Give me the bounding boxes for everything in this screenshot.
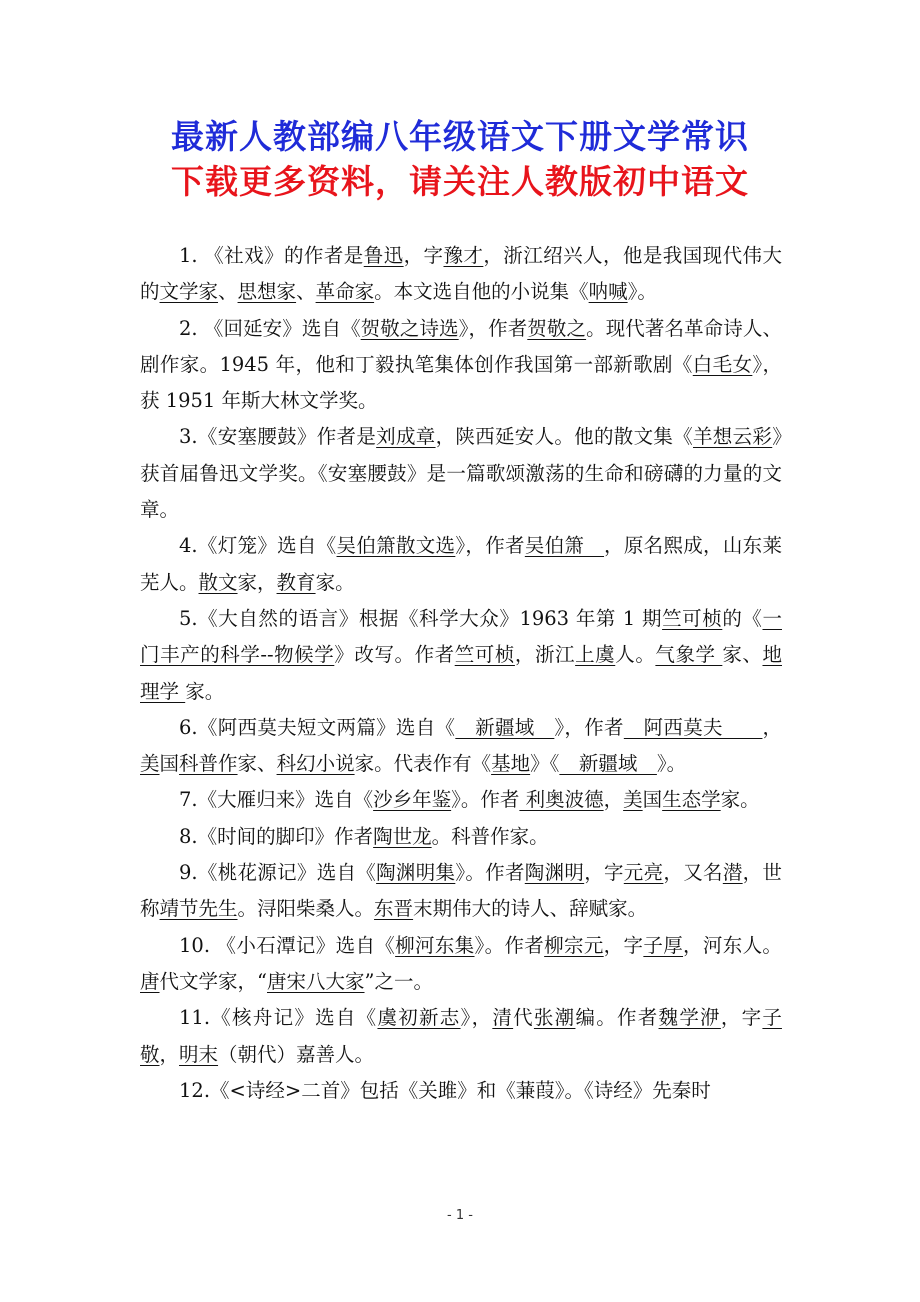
text-run: 》。作者 xyxy=(474,933,545,957)
underlined-answer: 张潮 xyxy=(533,1006,576,1030)
text-run: 家。 xyxy=(720,788,760,812)
underlined-answer: 利奥波德 xyxy=(519,788,604,812)
text-run: 。科普作家。 xyxy=(431,824,549,848)
underlined-answer: 虞初新志 xyxy=(377,1006,461,1030)
underlined-answer: 靖节先生 xyxy=(159,897,238,921)
underlined-answer: 科幻小说 xyxy=(276,752,355,776)
text-run: 10. 《小石潭记》选自《 xyxy=(179,933,396,957)
paragraph-8 xyxy=(140,819,782,855)
text-run: 》， xyxy=(460,1006,493,1030)
underlined-answer: 明末 xyxy=(179,1042,219,1066)
text-run: ，字 xyxy=(403,244,444,267)
underlined-answer: 教育 xyxy=(276,570,316,594)
text-run: 。现代著名革命诗人、剧作家。1945 年，他和丁毅执笔集体创作我国第一部新歌剧《 xyxy=(140,316,782,376)
text-run: ， xyxy=(603,788,624,812)
text-run: 2. 《回延安》选自《 xyxy=(179,316,361,340)
underlined-answer: 竺可桢 xyxy=(662,606,723,630)
text-run: 1. 《社戏》的作者是 xyxy=(179,244,364,267)
text-run: 的《 xyxy=(722,606,763,630)
text-run: 人。 xyxy=(615,643,656,667)
underlined-answer: 美 xyxy=(623,788,643,812)
underlined-answer: 生态学 xyxy=(662,788,721,812)
title-line-2: 下载更多资料，请关注人教版初中语文 xyxy=(171,162,749,201)
underlined-answer: 吴伯箫 xyxy=(524,534,605,558)
underlined-answer: 呐喊 xyxy=(588,280,628,304)
text-run: 》，作者 xyxy=(458,316,528,340)
text-run: 9.《桃花源记》选自《 xyxy=(179,861,377,885)
text-run: 7.《大雁归来》选自《 xyxy=(179,788,374,812)
text-run: 末期伟大的诗人、辞赋家。 xyxy=(413,897,648,921)
paragraph-11 xyxy=(140,1000,782,1073)
paragraph-6 xyxy=(140,710,782,783)
text-run: ，浙江 xyxy=(514,643,576,667)
text-run: 代 xyxy=(513,1006,534,1030)
text-run: 》，作者 xyxy=(554,715,624,739)
text-run: ，河东人。 xyxy=(683,933,782,957)
underlined-answer: 上虞 xyxy=(575,643,616,667)
underlined-answer: 新疆域 xyxy=(559,752,657,776)
text-run: 》。 xyxy=(656,752,687,776)
text-run: 、 xyxy=(296,280,316,304)
underlined-answer: 新疆域 xyxy=(455,715,555,739)
text-run: 国 xyxy=(159,752,180,776)
text-run: 11.《核舟记》选自《 xyxy=(179,1006,378,1030)
text-run: 、 xyxy=(218,280,238,304)
text-run: 代文学家，“ xyxy=(159,969,267,993)
text-run: 》。作者 xyxy=(455,861,525,885)
underlined-answer: 沙乡年鉴 xyxy=(373,788,452,812)
text-run: 家。代表作有《 xyxy=(354,752,492,776)
text-run: ，世称 xyxy=(140,861,782,921)
text-run: 3.《安塞腰鼓》作者是 xyxy=(179,425,377,449)
paragraph-2 xyxy=(140,311,782,420)
text-run: ，原名熙成，山东莱芜人。 xyxy=(140,534,782,594)
text-run: ， xyxy=(762,715,782,739)
text-run: ，字 xyxy=(603,933,644,957)
underlined-answer: 唐宋八大家 xyxy=(267,969,365,993)
text-run: 4.《灯笼》选自《 xyxy=(179,534,337,558)
underlined-answer: 陶渊明 xyxy=(524,861,585,885)
text-run: 》，作者 xyxy=(455,534,525,558)
text-run: 家、 xyxy=(722,643,763,667)
underlined-answer: 贺敬之诗选 xyxy=(360,316,459,340)
underlined-answer: 柳宗元 xyxy=(544,933,604,957)
text-run: ，字 xyxy=(720,1006,763,1030)
document-body xyxy=(140,238,782,1109)
text-run: 》。 xyxy=(627,280,657,304)
underlined-answer: 竺可桢 xyxy=(454,643,515,667)
text-run: 6.《阿西莫夫短文两篇》选自《 xyxy=(179,715,456,739)
underlined-answer: 子厚 xyxy=(643,933,684,957)
text-run: 国 xyxy=(642,788,663,812)
underlined-answer: 贺敬之 xyxy=(527,316,587,340)
underlined-answer: 地理学 xyxy=(140,643,782,703)
underlined-answer: 美 xyxy=(140,752,160,776)
underlined-answer: 鲁迅 xyxy=(363,244,404,267)
text-run: 》获首届鲁迅文学奖。《安塞腰鼓》是一篇歌颂激荡的生命和磅礴的力量的文章。 xyxy=(140,425,782,522)
underlined-answer: 思想家 xyxy=(237,280,297,304)
text-run: 家、 xyxy=(237,752,277,776)
paragraph-4 xyxy=(140,528,782,601)
text-run: 家。 xyxy=(315,570,355,594)
text-run: ，又名 xyxy=(663,861,723,885)
text-run: 12.《<诗经>二首》包括《关雎》和《蒹葭》。《诗经》先秦时 xyxy=(179,1078,711,1102)
underlined-answer: 元亮 xyxy=(623,861,664,885)
text-run: ，浙江绍兴人，他是我国现代伟大的 xyxy=(140,244,782,304)
text-run: ，陕西延安人。他的散文集《 xyxy=(435,425,693,449)
text-run: 》。作者 xyxy=(451,788,520,812)
underlined-answer: 羊想云彩 xyxy=(693,425,773,449)
text-run: （朝代）嘉善人。 xyxy=(218,1042,375,1066)
underlined-answer: 东晋 xyxy=(374,897,414,921)
underlined-answer: 魏学洢 xyxy=(658,1006,721,1030)
underlined-answer: 潜 xyxy=(722,861,743,885)
text-run: 家。 xyxy=(185,679,225,703)
underlined-answer: 革命家 xyxy=(315,280,375,304)
text-run: 》《 xyxy=(530,752,560,776)
underlined-answer: 白毛女 xyxy=(692,352,753,376)
paragraph-9 xyxy=(140,855,782,928)
underlined-answer: 文学家 xyxy=(159,280,219,304)
text-run: 》改写。作者 xyxy=(334,643,455,667)
paragraph-3 xyxy=(140,419,782,528)
text-run: 8.《时间的脚印》作者 xyxy=(179,824,374,848)
underlined-answer: 阿西莫夫 xyxy=(623,715,763,739)
underlined-answer: 吴伯箫散文选 xyxy=(336,534,456,558)
paragraph-1 xyxy=(140,238,782,311)
underlined-answer: 陶渊明集 xyxy=(376,861,456,885)
underlined-answer: 基地 xyxy=(491,752,531,776)
underlined-answer: 柳河东集 xyxy=(395,933,475,957)
title-line-1: 最新人教部编八年级语文下册文学常识 xyxy=(171,117,749,156)
paragraph-12 xyxy=(140,1073,782,1109)
underlined-answer: 唐 xyxy=(140,969,160,993)
underlined-answer: 刘成章 xyxy=(376,425,436,449)
underlined-answer: 豫才 xyxy=(443,244,484,267)
text-run: 5.《大自然的语言》根据《科学大众》1963 年第 1 期 xyxy=(179,606,663,630)
text-run: ， xyxy=(159,1042,180,1066)
text-run: 。浔阳柴桑人。 xyxy=(237,897,375,921)
text-run: 编。作者 xyxy=(575,1006,659,1030)
text-run: 。本文选自他的小说集《 xyxy=(374,280,589,304)
text-run: ”之一。 xyxy=(364,969,433,993)
underlined-answer: 科普作 xyxy=(179,752,238,776)
underlined-answer: 清 xyxy=(492,1006,514,1030)
underlined-answer: 一门丰产的科学--物候学 xyxy=(140,606,782,667)
underlined-answer: 陶世龙 xyxy=(373,824,432,848)
text-run: 家， xyxy=(237,570,277,594)
paragraph-5 xyxy=(140,601,782,710)
underlined-answer: 子敬 xyxy=(140,1006,782,1066)
paragraph-10 xyxy=(140,928,782,1001)
text-run: ，字 xyxy=(584,861,624,885)
page-number: - 1 - xyxy=(447,1208,473,1223)
text-run: 》，获 1951 年斯大林文学奖。 xyxy=(140,352,782,413)
paragraph-7 xyxy=(140,782,782,818)
underlined-answer: 散文 xyxy=(198,570,238,594)
underlined-answer: 气象学 xyxy=(655,643,723,667)
